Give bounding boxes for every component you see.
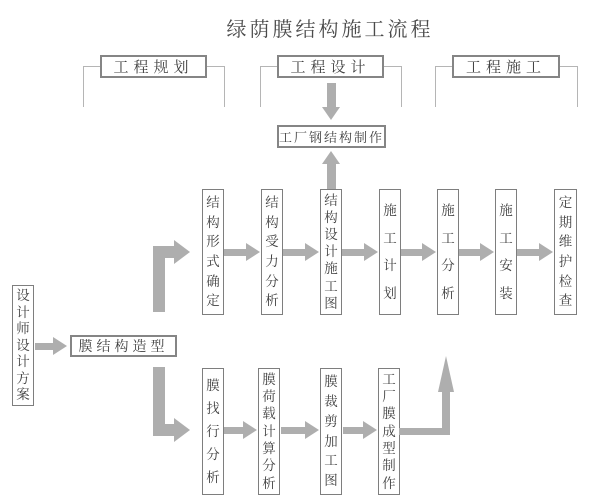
connector-membrane-to-analysis	[442, 392, 450, 435]
flow-box-factory-membrane-fabrication: 工 厂 膜 成 型 制 作	[378, 368, 400, 495]
flow-arrow	[281, 421, 319, 439]
flow-box-structure-form: 结 构 形 式 确 定	[202, 189, 224, 315]
bracket-line	[83, 66, 100, 67]
bracket-line	[435, 66, 436, 107]
bracket-line	[577, 66, 578, 107]
arrowhead-up-icon	[438, 356, 454, 392]
bracket-line	[207, 66, 224, 67]
flow-box-construction-install: 施 工 安 装	[495, 189, 517, 315]
bracket-line	[83, 66, 84, 107]
flow-arrow	[343, 421, 377, 439]
node-factory-steel-fabrication: 工厂钢结构制作	[277, 125, 386, 148]
connector-up-branch	[153, 246, 174, 258]
arrow-designer-to-modeling	[35, 337, 67, 355]
bracket-line	[435, 66, 452, 67]
arrow-drawing-to-factory	[327, 164, 336, 189]
flow-arrow	[224, 421, 257, 439]
arrowhead-right-icon	[174, 418, 190, 442]
flow-box-structure-stress-analysis: 结 构 受 力 分 析	[261, 189, 283, 315]
node-membrane-modeling: 膜结构造型	[70, 335, 177, 357]
flow-box-membrane-form-finding: 膜 找 行 分 析	[202, 368, 224, 495]
node-designer-plan: 设 计 师 设 计 方 案	[12, 285, 34, 406]
bracket-line	[224, 66, 225, 107]
bracket-line	[260, 66, 277, 67]
arrowhead-down-icon	[322, 107, 340, 120]
bracket-line	[260, 66, 261, 107]
flow-box-maintenance-inspection: 定 期 维 护 检 查	[554, 189, 577, 315]
bracket-line	[401, 66, 402, 107]
flow-arrow	[459, 243, 494, 261]
phase-box-planning: 工程规划	[100, 55, 207, 78]
phase-box-design: 工程设计	[277, 55, 384, 78]
connector-down-branch	[153, 424, 174, 436]
flow-arrow	[342, 243, 378, 261]
flow-box-structure-design-drawing: 结 构 设 计 施 工 图	[320, 189, 342, 315]
flow-arrow	[517, 243, 553, 261]
phase-box-construction: 工程施工	[452, 55, 560, 78]
flow-arrow	[283, 243, 319, 261]
flow-arrow	[401, 243, 436, 261]
flow-box-construction-plan: 施 工 计 划	[379, 189, 401, 315]
arrowhead-right-icon	[174, 240, 190, 264]
arrow-design-to-factory	[327, 83, 336, 108]
bracket-line	[560, 66, 577, 67]
flow-box-membrane-cutting-drawing: 膜 裁 剪 加 工 图	[320, 368, 342, 495]
flow-arrow	[224, 243, 260, 261]
diagram-title: 绿荫膜结构施工流程	[226, 19, 434, 41]
flow-box-membrane-load-analysis: 膜 荷 载 计 算 分 析	[258, 368, 280, 495]
flow-box-construction-analysis: 施 工 分 析	[437, 189, 459, 315]
bracket-line	[384, 66, 401, 67]
arrowhead-up-icon	[322, 151, 340, 164]
